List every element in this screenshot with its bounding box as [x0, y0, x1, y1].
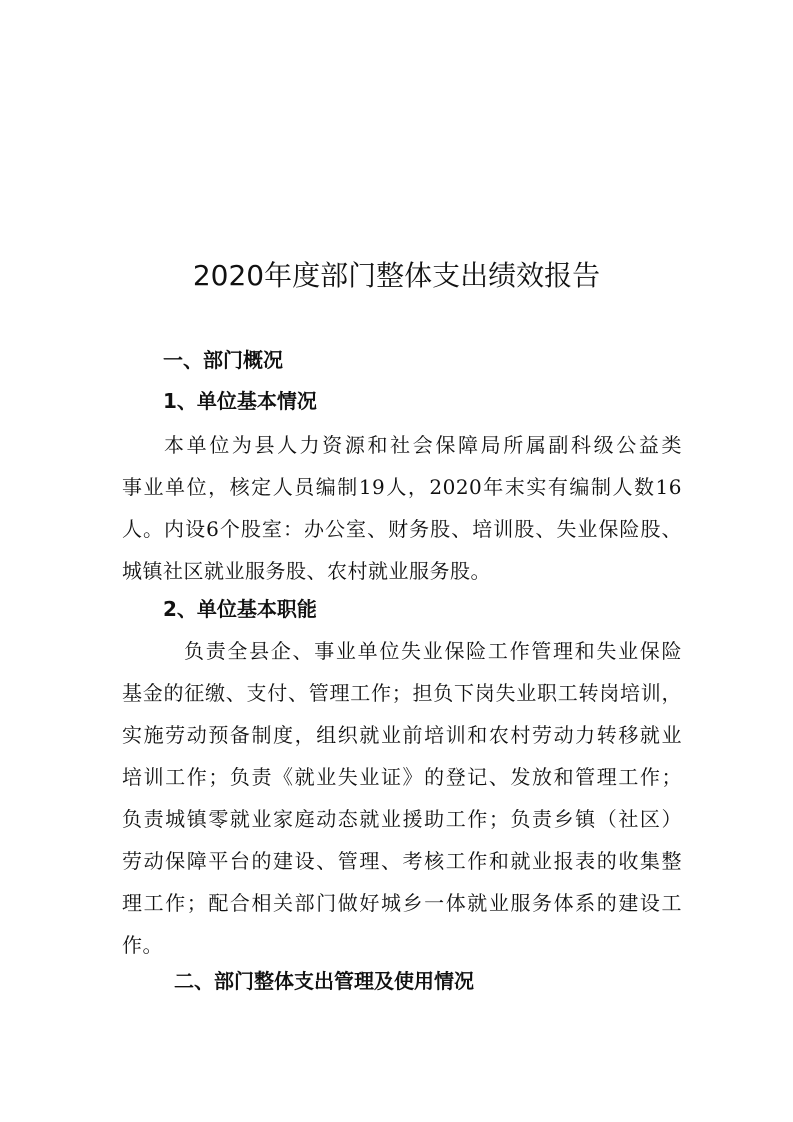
paragraph-line: 负责全县企、事业单位失业保险工作管理和失业保险 — [184, 639, 682, 663]
section-heading-overview: 一、部门概况 — [163, 348, 283, 372]
paragraph-line: 基金的征缴、支付、管理工作；担负下岗失业职工转岗培训， — [122, 681, 682, 705]
paragraph-line: 劳动保障平台的建设、管理、考核工作和就业报表的收集整 — [122, 849, 682, 873]
paragraph-line: 城镇社区就业服务股、农村就业服务股。 — [122, 559, 491, 583]
paragraph-line: 培训工作；负责《就业失业证》的登记、发放和管理工作； — [122, 765, 682, 789]
section-heading-expenditure: 二、部门整体支出管理及使用情况 — [174, 969, 474, 993]
paragraph-line: 负责城镇零就业家庭动态就业援助工作；负责乡镇（社区） — [122, 807, 682, 831]
paragraph-functions — [122, 630, 682, 966]
subsection-heading-basic-info: 1、单位基本情况 — [163, 389, 317, 413]
paragraph-line: 本单位为县人力资源和社会保障局所属副科级公益类 — [164, 433, 682, 457]
paragraph-line: 人。内设6个股室：办公室、财务股、培训股、失业保险股、 — [122, 517, 682, 541]
paragraph-line: 事业单位，核定人员编制19人，2020年末实有编制人数16 — [122, 475, 682, 499]
paragraph-line: 理工作；配合相关部门做好城乡一体就业服务体系的建设工 — [122, 891, 682, 915]
subsection-heading-functions: 2、单位基本职能 — [163, 597, 317, 621]
document-title: 2020年度部门整体支出绩效报告 — [192, 259, 601, 292]
paragraph-line: 作。 — [122, 933, 163, 957]
paragraph-line: 实施劳动预备制度，组织就业前培训和农村劳动力转移就业 — [122, 723, 682, 747]
paragraph-basic-info — [122, 424, 682, 592]
